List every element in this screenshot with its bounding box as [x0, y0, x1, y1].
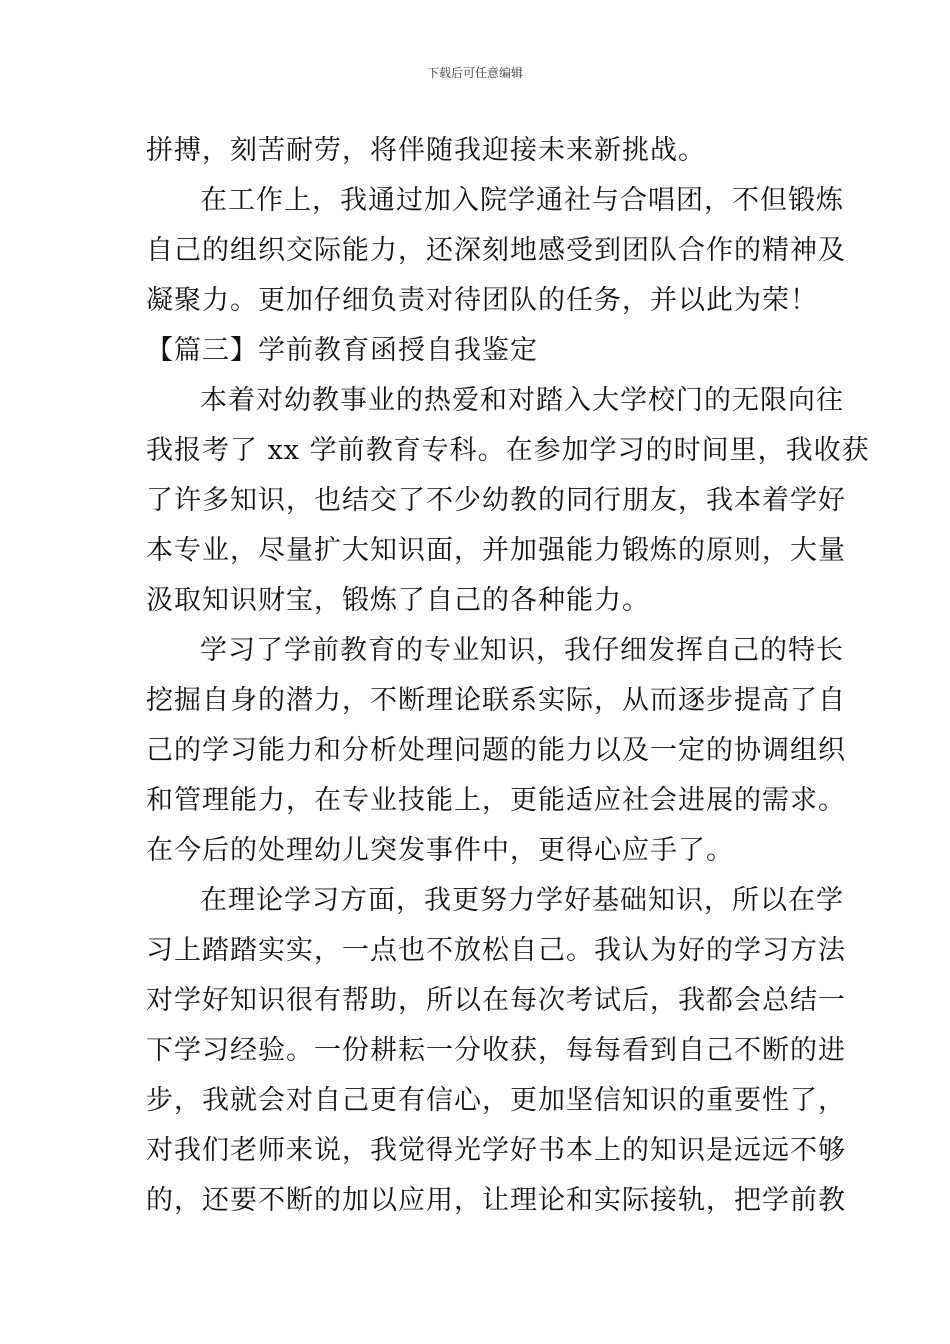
text-line: 在理论学习方面，我更努力学好基础知识，所以在学 [200, 885, 844, 916]
text-line: 的，还要不断的加以应用，让理论和实际接轨，把学前教 [146, 1185, 846, 1216]
document-body [146, 126, 870, 1226]
text-line: 在工作上，我通过加入院学通社与合唱团，不但锻炼 [200, 185, 844, 216]
text-line: 在今后的处理幼儿突发事件中，更得心应手了。 [146, 835, 734, 866]
page-header-note: 下载后可任意编辑 [426, 66, 523, 80]
text-line: 步，我就会对自己更有信心，更加坚信知识的重要性了， [146, 1085, 846, 1116]
text-line: 我报考了 xx 学前教育专科。在参加学习的时间里，我收获 [146, 435, 870, 466]
text-line: 自己的组织交际能力，还深刻地感受到团队合作的精神及 [146, 235, 846, 266]
text-line: 对我们老师来说，我觉得光学好书本上的知识是远远不够 [146, 1135, 846, 1166]
text-line: 学习了学前教育的专业知识，我仔细发挥自己的特长 [200, 635, 844, 666]
text-line: 下学习经验。一份耕耘一分收获，每每看到自己不断的进 [146, 1035, 846, 1066]
text-line: 本着对幼教事业的热爱和对踏入大学校门的无限向往 [200, 385, 844, 416]
text-line: 对学好知识很有帮助，所以在每次考试后，我都会总结一 [146, 985, 846, 1016]
text-line: 拼搏，刻苦耐劳，将伴随我迎接未来新挑战。 [146, 135, 706, 166]
text-line: 己的学习能力和分析处理问题的能力以及一定的协调组织 [146, 735, 846, 766]
text-line: 挖掘自身的潜力，不断理论联系实际，从而逐步提高了自 [146, 685, 846, 716]
text-line: 本专业，尽量扩大知识面，并加强能力锻炼的原则，大量 [146, 535, 846, 566]
text-line: 习上踏踏实实，一点也不放松自己。我认为好的学习方法 [146, 935, 846, 966]
text-line: 和管理能力，在专业技能上，更能适应社会进展的需求。 [146, 785, 846, 816]
section-heading: 【篇三】学前教育函授自我鉴定 [146, 335, 538, 366]
text-line: 了许多知识，也结交了不少幼教的同行朋友，我本着学好 [146, 485, 846, 516]
text-line: 凝聚力。更加仔细负责对待团队的任务，并以此为荣！ [146, 285, 818, 316]
text-line: 汲取知识财宝，锻炼了自己的各种能力。 [146, 585, 650, 616]
